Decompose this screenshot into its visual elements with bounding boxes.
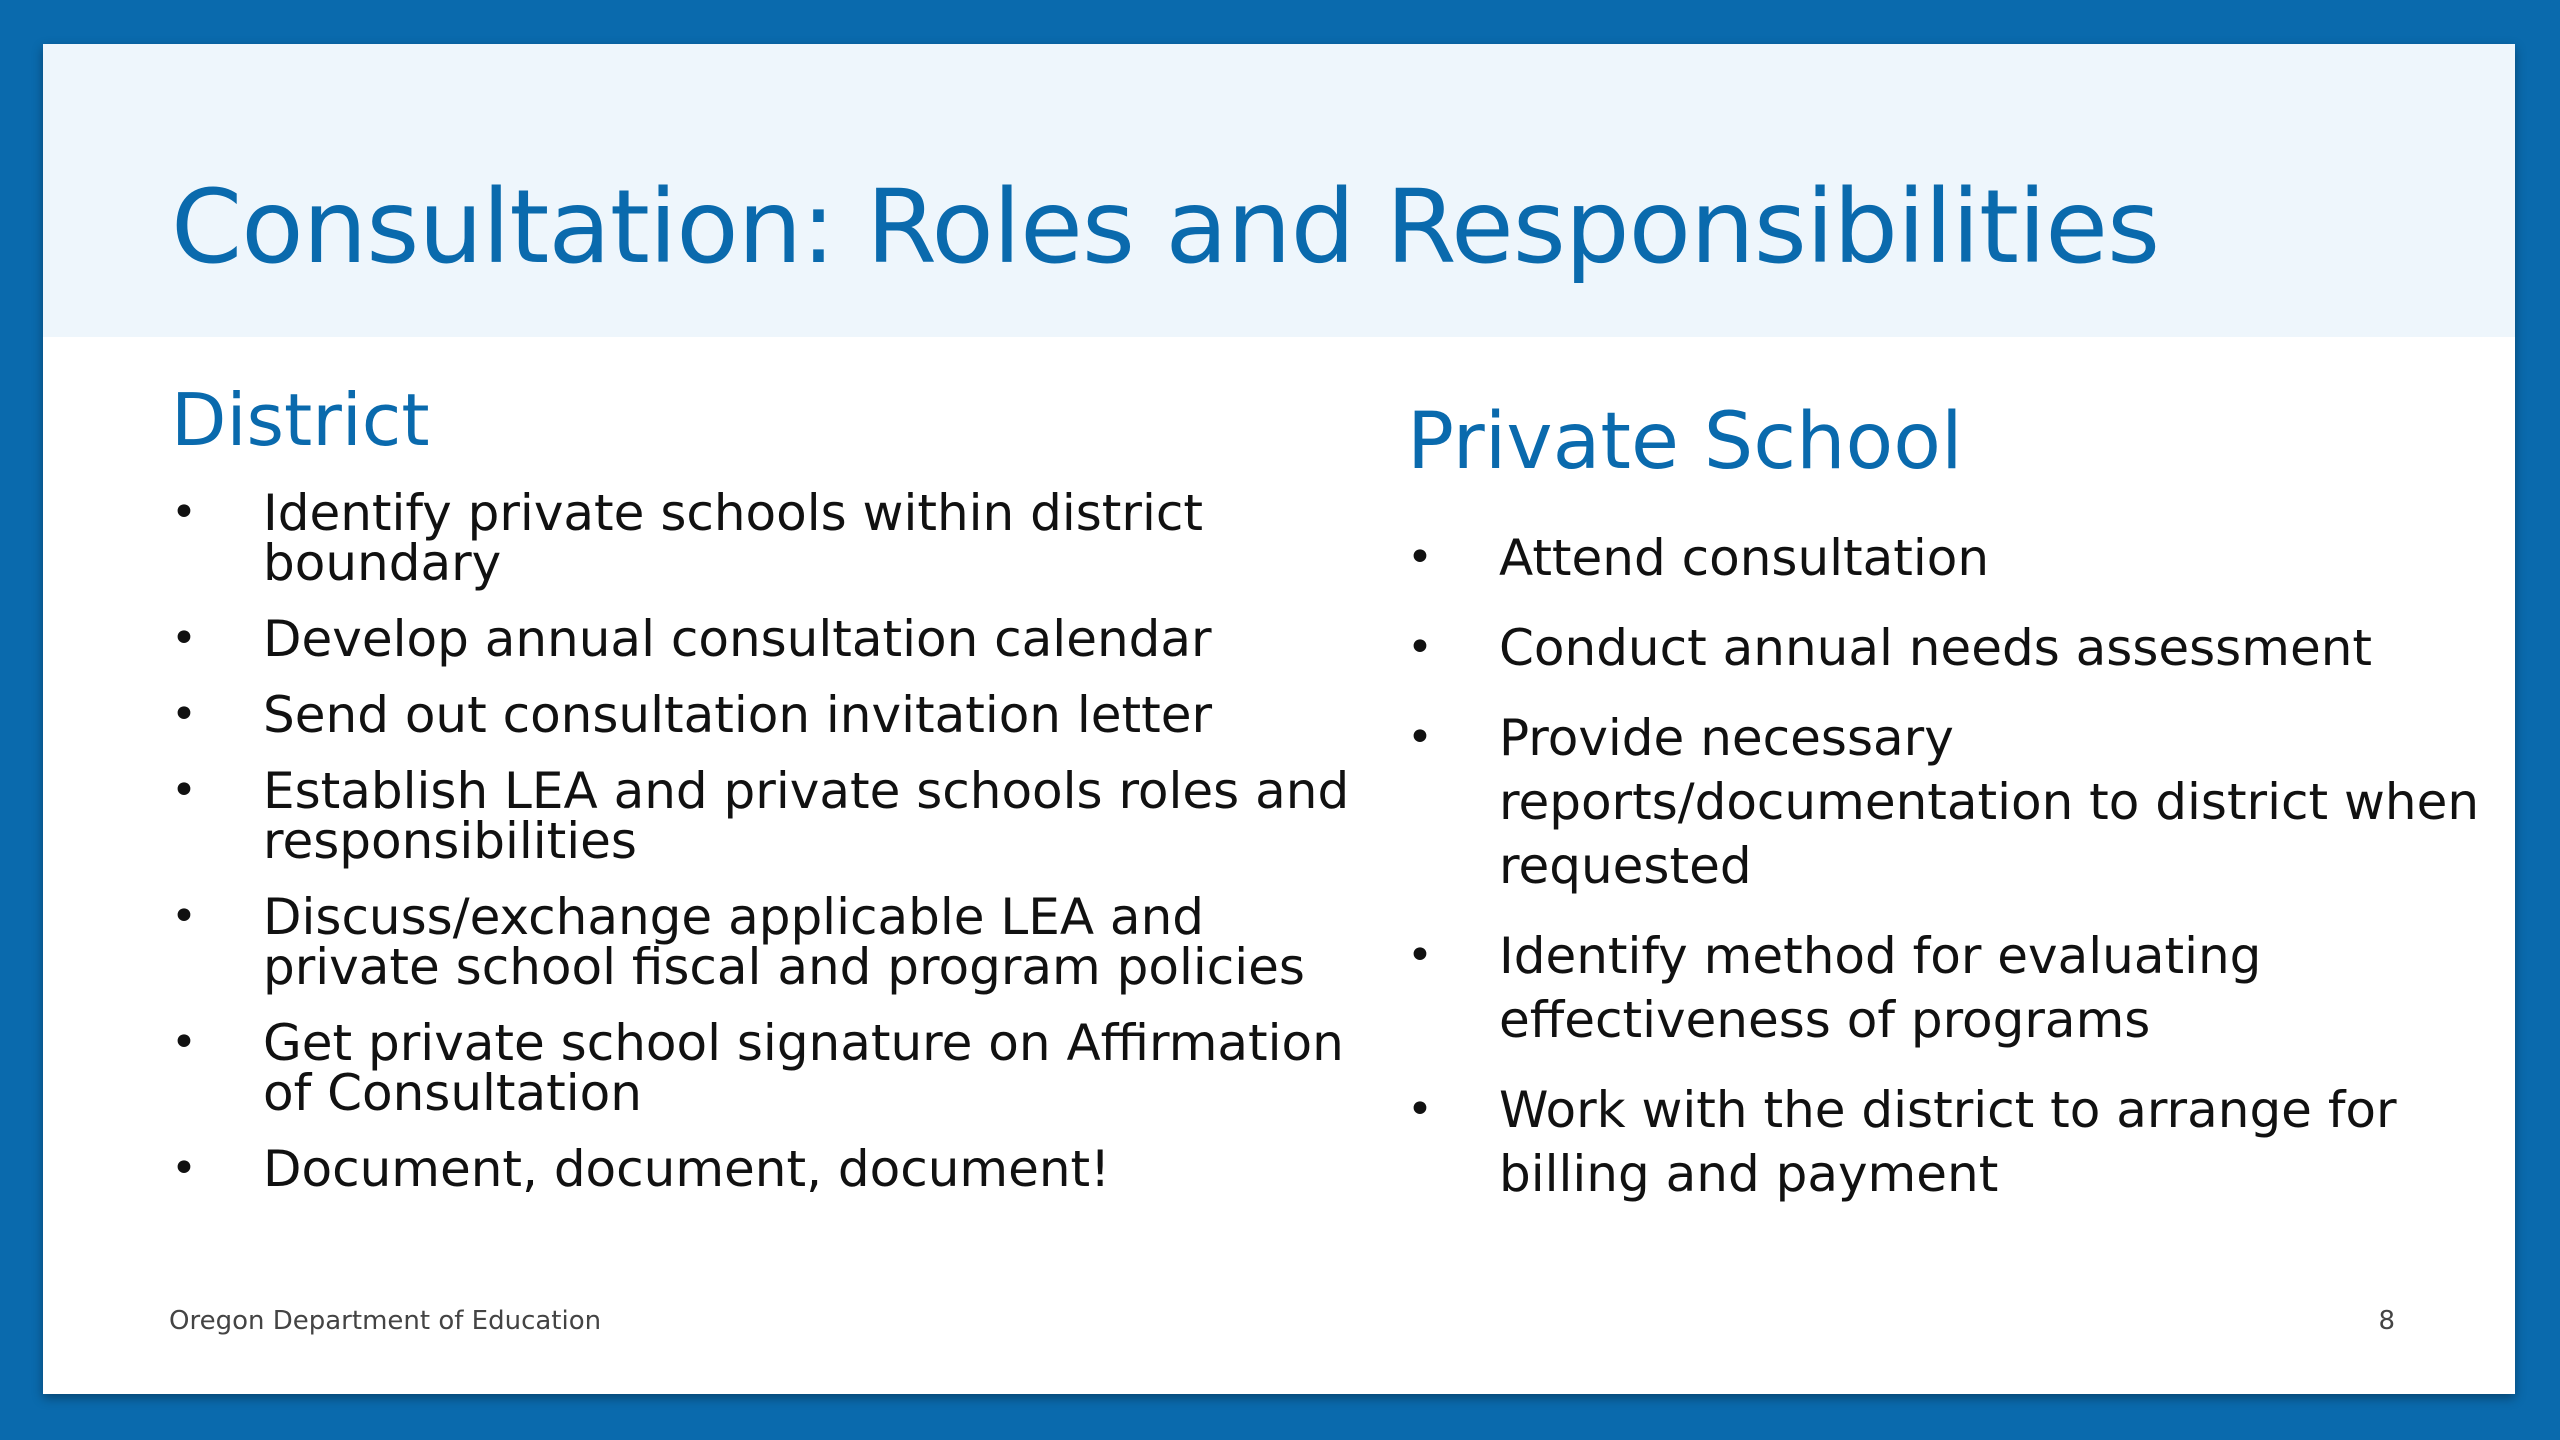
bullet-icon: • bbox=[1407, 532, 1433, 583]
bullet-icon: • bbox=[1407, 712, 1433, 763]
list-item-text: Work with the district to arrange for billing and payment bbox=[1499, 1081, 2397, 1203]
list-item bbox=[171, 610, 1391, 668]
list-item bbox=[171, 888, 1391, 996]
list-item bbox=[1407, 526, 2487, 590]
bullet-icon: • bbox=[171, 487, 197, 538]
list-item bbox=[171, 1140, 1391, 1198]
list-item-text: Conduct annual needs assessment bbox=[1499, 619, 2372, 677]
bullet-icon: • bbox=[171, 765, 197, 816]
list-item-text: Establish LEA and private schools roles and responsibilities bbox=[263, 762, 1350, 870]
list-item-text: Send out consultation invitation letter bbox=[263, 686, 1213, 744]
private-school-list bbox=[1407, 526, 2487, 1206]
district-list bbox=[171, 484, 1391, 1198]
bullet-icon: • bbox=[171, 1017, 197, 1068]
bullet-icon: • bbox=[171, 891, 197, 942]
bullet-icon: • bbox=[1407, 622, 1433, 673]
list-item-text: Identify private schools within district boundary bbox=[263, 484, 1203, 592]
bullet-icon: • bbox=[1407, 1084, 1433, 1135]
page-number: 8 bbox=[2378, 1306, 2395, 1336]
bullet-icon: • bbox=[1407, 930, 1433, 981]
list-item bbox=[1407, 924, 2487, 1052]
list-item-text: Attend consultation bbox=[1499, 529, 1990, 587]
list-item-text: Get private school signature on Affirmation of Consultation bbox=[263, 1014, 1344, 1122]
private-school-heading: Private School bbox=[1407, 397, 1963, 487]
list-item bbox=[171, 484, 1391, 592]
list-item bbox=[171, 1014, 1391, 1122]
list-item bbox=[1407, 616, 2487, 680]
list-item-text: Develop annual consultation calendar bbox=[263, 610, 1212, 668]
list-item bbox=[171, 686, 1391, 744]
list-item-text: Document, document, document! bbox=[263, 1140, 1111, 1198]
list-item-text: Discuss/exchange applicable LEA and private school fiscal and program policies bbox=[263, 888, 1305, 996]
slide-title: Consultation: Roles and Responsibilities bbox=[171, 168, 2160, 287]
district-column bbox=[171, 374, 1391, 1198]
list-item-text: Provide necessary reports/documentation to district when requested bbox=[1499, 709, 2480, 895]
list-item bbox=[1407, 1078, 2487, 1206]
footer-organization: Oregon Department of Education bbox=[169, 1306, 602, 1336]
slide bbox=[43, 44, 2515, 1394]
list-item-text: Identify method for evaluating effectiveness of programs bbox=[1499, 927, 2262, 1049]
private-school-column bbox=[1407, 392, 2487, 1206]
district-heading: District bbox=[171, 378, 430, 462]
bullet-icon: • bbox=[171, 1143, 197, 1194]
list-item bbox=[171, 762, 1391, 870]
bullet-icon: • bbox=[171, 689, 197, 740]
bullet-icon: • bbox=[171, 613, 197, 664]
list-item bbox=[1407, 706, 2487, 898]
title-band bbox=[43, 44, 2515, 337]
